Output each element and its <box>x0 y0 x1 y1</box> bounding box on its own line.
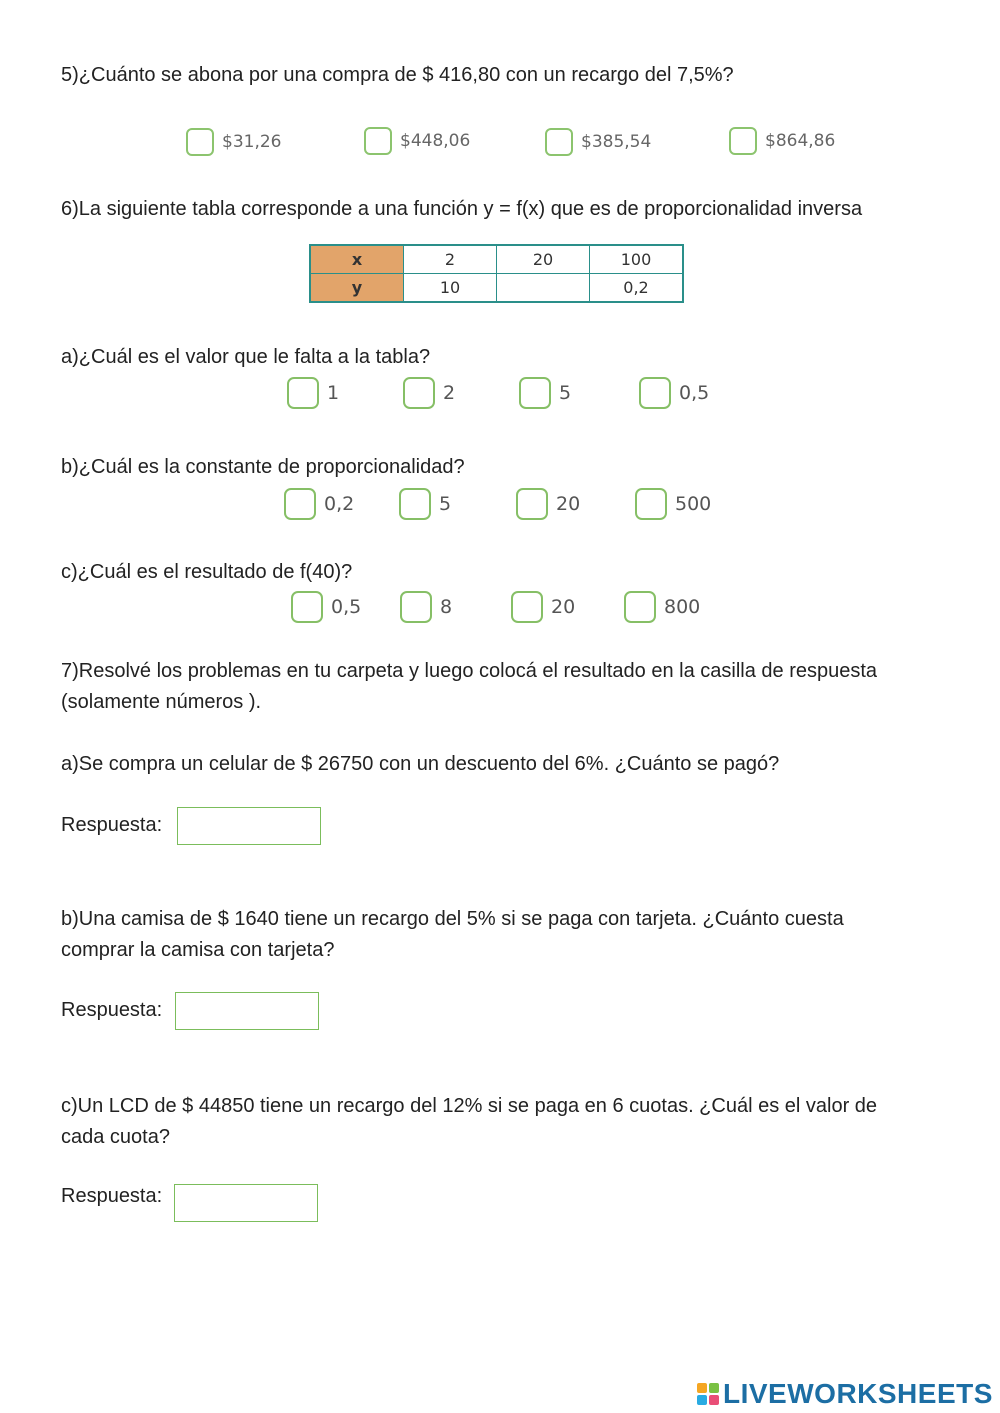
q6b-option-1[interactable] <box>284 488 354 520</box>
option-label: $864,86 <box>765 131 836 151</box>
answer-input-7c[interactable] <box>174 1184 318 1222</box>
checkbox[interactable] <box>186 128 214 156</box>
logo-square <box>709 1383 719 1393</box>
q6a-option-4[interactable] <box>639 377 709 409</box>
question-6b-text: b)¿Cuál es la constante de proporcionalidad? <box>61 456 465 478</box>
question-7-line-1: 7)Resolvé los problemas en tu carpeta y luego colocá el resultado en la casilla de respuesta <box>61 660 878 682</box>
table-cell: 100 <box>590 245 684 274</box>
question-7-text <box>61 656 877 718</box>
question-7c-line-1: c)Un LCD de $ 44850 tiene un recargo del 12% si se paga en 6 cuotas. ¿Cuál es el valor de <box>61 1095 878 1117</box>
q5-option-3[interactable] <box>545 128 651 156</box>
logo-mark-icon <box>697 1383 719 1405</box>
table-cell: 10 <box>404 274 497 303</box>
answer-input-7a[interactable] <box>177 807 321 845</box>
checkbox[interactable] <box>639 377 671 409</box>
question-7b-line-2: comprar la camisa con tarjeta? <box>61 939 335 961</box>
q6c-option-3[interactable] <box>511 591 575 623</box>
q6b-option-3[interactable] <box>516 488 580 520</box>
checkbox[interactable] <box>516 488 548 520</box>
option-label: 8 <box>440 596 453 618</box>
q5-option-2[interactable] <box>364 127 470 155</box>
question-7-line-2: (solamente números ). <box>61 691 262 713</box>
q5-option-1[interactable] <box>186 128 281 156</box>
option-label: 20 <box>556 493 581 515</box>
question-7c-text <box>61 1091 877 1153</box>
option-label: 0,5 <box>679 382 710 404</box>
question-7b-text <box>61 904 844 966</box>
checkbox[interactable] <box>291 591 323 623</box>
table-row-x <box>310 245 683 274</box>
q6b-option-4[interactable] <box>635 488 711 520</box>
option-label: 0,2 <box>324 493 355 515</box>
answer-label: Respuesta: <box>61 999 163 1021</box>
checkbox[interactable] <box>287 377 319 409</box>
checkbox[interactable] <box>545 128 573 156</box>
logo-square <box>709 1395 719 1405</box>
q6a-option-2[interactable] <box>403 377 455 409</box>
q6b-option-2[interactable] <box>399 488 451 520</box>
logo-square <box>697 1383 707 1393</box>
question-6-text: 6)La siguiente tabla corresponde a una función y = f(x) que es de proporcionalidad inversa <box>61 198 863 220</box>
checkbox[interactable] <box>519 377 551 409</box>
option-label: $448,06 <box>400 131 471 151</box>
question-7c-line-2: cada cuota? <box>61 1126 170 1148</box>
answer-label: Respuesta: <box>61 814 163 836</box>
q6c-option-1[interactable] <box>291 591 361 623</box>
logo-text: LIVEWORKSHEETS <box>723 1378 993 1409</box>
table-cell-missing <box>497 274 590 303</box>
logo-square <box>697 1395 707 1405</box>
answer-input-7b[interactable] <box>175 992 319 1030</box>
table-cell: 2 <box>404 245 497 274</box>
option-label: 5 <box>559 382 572 404</box>
option-label: 500 <box>675 493 712 515</box>
option-label: 0,5 <box>331 596 362 618</box>
q5-option-4[interactable] <box>729 127 835 155</box>
question-5-text: 5)¿Cuánto se abona por una compra de $ 416,80 con un recargo del 7,5%? <box>61 64 734 86</box>
q6a-option-3[interactable] <box>519 377 571 409</box>
option-label: $31,26 <box>222 132 282 152</box>
checkbox[interactable] <box>729 127 757 155</box>
q6c-option-2[interactable] <box>400 591 452 623</box>
table-header-y: y <box>310 274 404 303</box>
liveworksheets-logo <box>697 1378 993 1410</box>
q6a-option-1[interactable] <box>287 377 339 409</box>
option-label: $385,54 <box>581 132 652 152</box>
question-6c-text: c)¿Cuál es el resultado de f(40)? <box>61 561 353 583</box>
option-label: 20 <box>551 596 576 618</box>
option-label: 1 <box>327 382 340 404</box>
checkbox[interactable] <box>511 591 543 623</box>
table-cell: 20 <box>497 245 590 274</box>
question-7a-text: a)Se compra un celular de $ 26750 con un descuento del 6%. ¿Cuánto se pagó? <box>61 753 780 775</box>
table-header-x: x <box>310 245 404 274</box>
q6c-option-4[interactable] <box>624 591 700 623</box>
question-6a-text: a)¿Cuál es el valor que le falta a la tabla? <box>61 346 431 368</box>
option-label: 2 <box>443 382 456 404</box>
checkbox[interactable] <box>624 591 656 623</box>
checkbox[interactable] <box>364 127 392 155</box>
checkbox[interactable] <box>403 377 435 409</box>
checkbox[interactable] <box>400 591 432 623</box>
option-label: 800 <box>664 596 701 618</box>
table-row-y <box>310 274 683 303</box>
checkbox[interactable] <box>284 488 316 520</box>
question-7b-line-1: b)Una camisa de $ 1640 tiene un recargo del 5% si se paga con tarjeta. ¿Cuánto cuesta <box>61 908 844 930</box>
checkbox[interactable] <box>399 488 431 520</box>
answer-label: Respuesta: <box>61 1185 163 1207</box>
option-label: 5 <box>439 493 452 515</box>
function-table <box>309 244 684 303</box>
table-cell: 0,2 <box>590 274 684 303</box>
checkbox[interactable] <box>635 488 667 520</box>
